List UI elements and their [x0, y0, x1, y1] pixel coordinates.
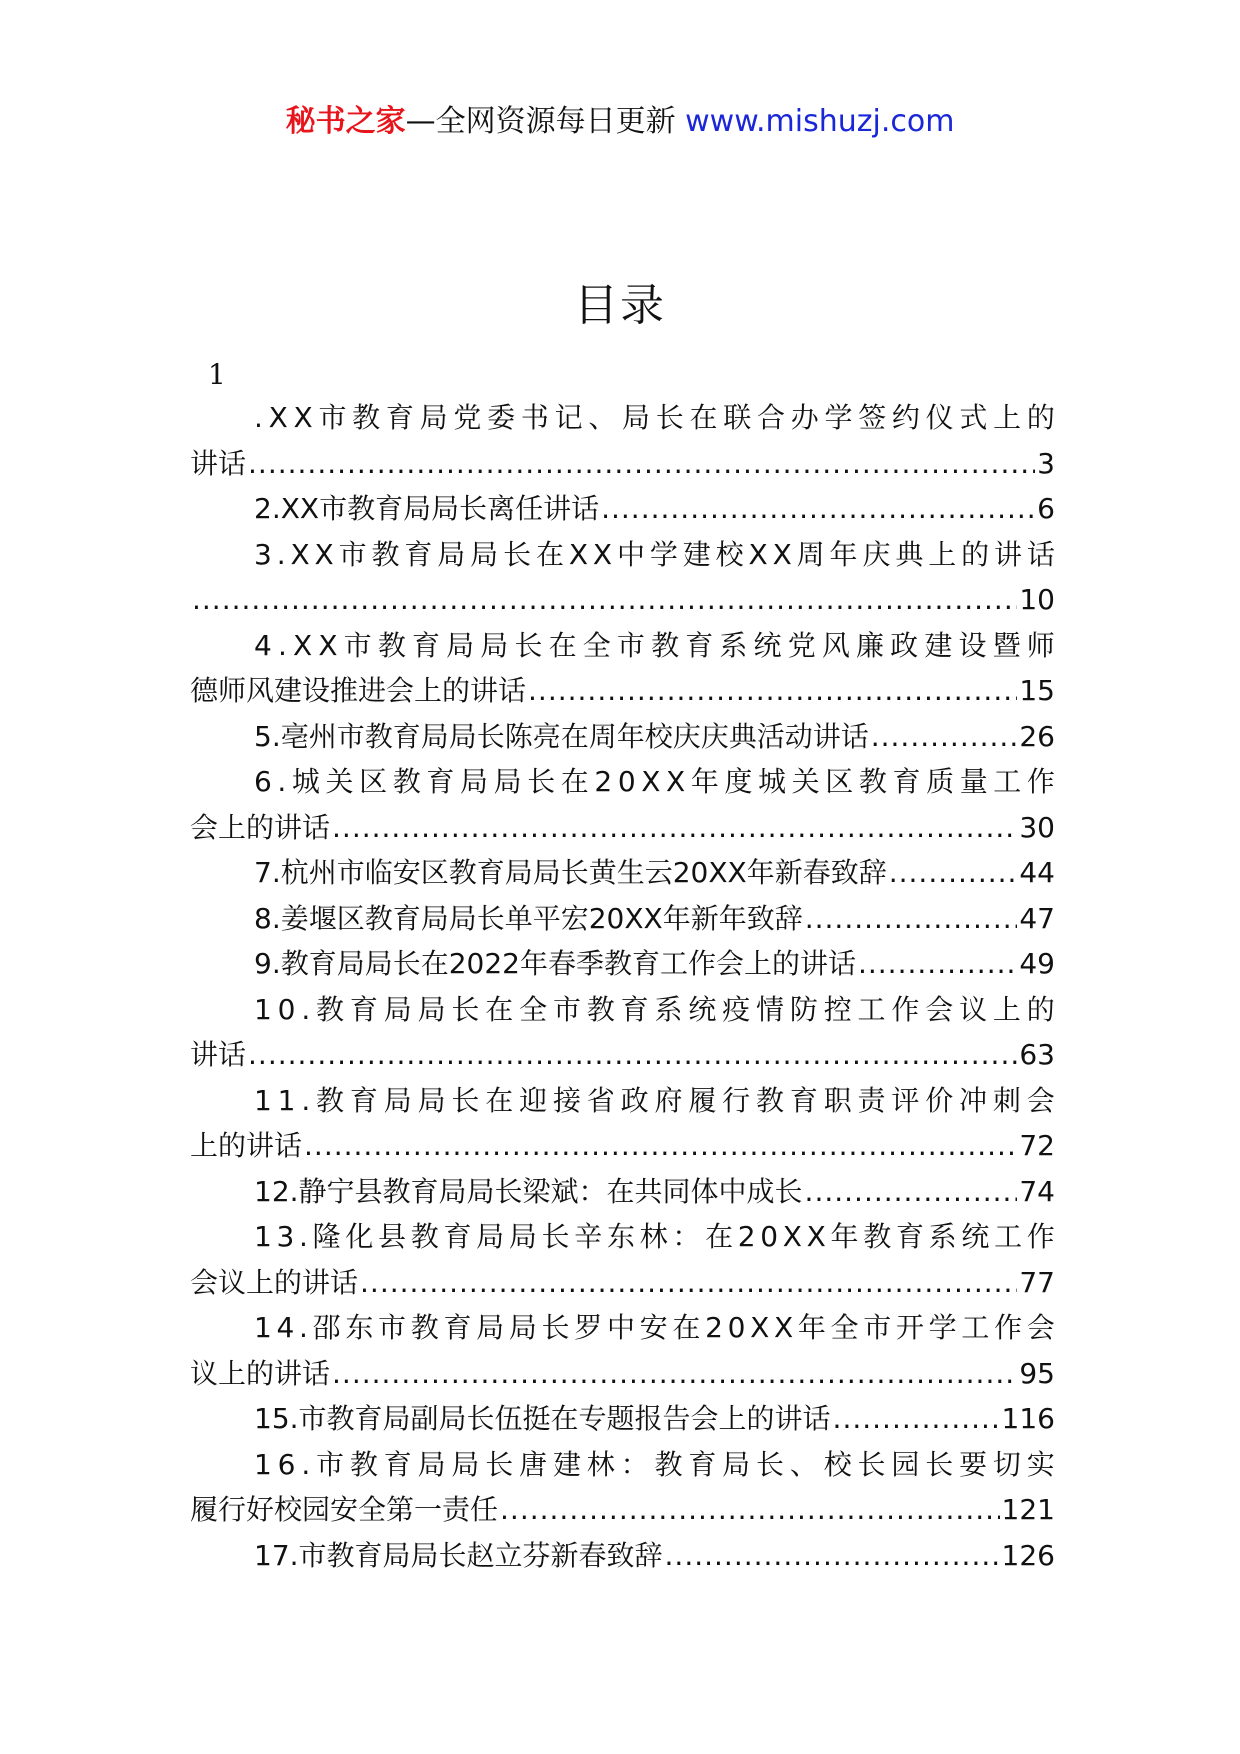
toc-leader-dots — [833, 1396, 1000, 1442]
toc-page-number: 3 — [1037, 446, 1055, 480]
toc-entry-line[interactable] — [190, 1442, 1055, 1488]
toc-entry-line[interactable] — [190, 987, 1055, 1033]
toc-entry-line[interactable] — [190, 395, 1055, 441]
toc-entry-title: 2.XX市教育局局长离任讲话 — [254, 492, 600, 525]
toc-leader-dots — [805, 896, 1018, 942]
toc-page-number: 116 — [1001, 1402, 1055, 1435]
toc-entry-title: 1 4 . 邵 东 市 教 育 局 局 长 罗 中 安 在 2 0 X X 年 全 市 开 学 工 作 会 — [254, 1311, 1055, 1344]
toc-entry-title-continued: 上的讲话 — [190, 1129, 303, 1162]
toc-entry-line[interactable] — [190, 577, 1055, 623]
toc-entry-title: 8.姜堰区教育局局长单平宏20XX年新年致辞 — [254, 901, 803, 935]
toc-entry-line[interactable] — [190, 714, 1055, 760]
toc-entry-title: 6 . 城 关 区 教 育 局 局 长 在 2 0 X X 年 度 城 关 区 教 育 质 量 工 作 — [254, 765, 1055, 798]
header-url-link[interactable]: www.mishuzj.com — [685, 104, 955, 139]
toc-leader-dots — [665, 1533, 1000, 1579]
toc-entry-title: 7.杭州市临安区教育局局长黄生云20XX年新春致辞 — [254, 856, 887, 889]
toc-page-number: 49 — [1019, 947, 1055, 980]
toc-entry-line[interactable] — [190, 941, 1055, 987]
toc-entry-line[interactable] — [190, 623, 1055, 669]
toc-entry-line[interactable] — [190, 1214, 1055, 1260]
toc-leader-dots — [248, 1032, 1017, 1078]
toc-leader-dots — [601, 486, 1035, 532]
toc-leader-dots — [889, 850, 1018, 896]
toc-leader-dots — [332, 1351, 1017, 1397]
toc-entry-title: 9.教育局局长在2022年春季教育工作会上的讲话 — [254, 947, 856, 980]
toc-entry-line[interactable] — [190, 1487, 1055, 1533]
toc-entry-line[interactable] — [190, 896, 1055, 942]
toc-page-number: 47 — [1019, 901, 1055, 935]
toc-entry-line[interactable] — [190, 1351, 1055, 1397]
toc-entry-title: 17.市教育局局长赵立芬新春致辞 — [254, 1538, 663, 1572]
toc-entry-line[interactable] — [190, 441, 1055, 487]
toc-entry-line[interactable] — [190, 805, 1055, 851]
toc-entry-title-continued: 会上的讲话 — [190, 810, 331, 844]
toc-leader-dots — [248, 441, 1035, 487]
toc-entry-line[interactable] — [190, 1260, 1055, 1306]
toc-leader-dots — [500, 1487, 1000, 1533]
toc-page-number: 30 — [1019, 810, 1055, 844]
toc-entry-line[interactable] — [190, 532, 1055, 578]
table-of-contents — [190, 355, 1055, 1578]
page-title: 目录 — [574, 280, 666, 331]
toc-entry-line[interactable] — [190, 1078, 1055, 1124]
toc-page-number: 121 — [1001, 1493, 1055, 1526]
toc-leader-dots — [871, 714, 1018, 760]
toc-leader-dots — [858, 941, 1017, 987]
toc-entry-line[interactable] — [190, 1032, 1055, 1078]
toc-leader-dots — [360, 1260, 1017, 1306]
toc-leader-dots — [805, 1169, 1018, 1215]
toc-leader-dots — [332, 805, 1017, 851]
toc-entry-title-continued: 会议上的讲话 — [190, 1265, 359, 1299]
toc-entry-title-continued: 讲话 — [190, 446, 247, 480]
toc-number: 1 — [208, 358, 226, 391]
toc-entry-line[interactable] — [190, 1396, 1055, 1442]
toc-page-number: 63 — [1019, 1038, 1055, 1071]
toc-page-number: 77 — [1019, 1265, 1055, 1299]
toc-page-number: 126 — [1001, 1538, 1055, 1572]
toc-entry-line[interactable] — [190, 1123, 1055, 1169]
header-tagline: —全网资源每日更新 — [405, 104, 676, 139]
toc-leader-dots — [304, 1123, 1017, 1169]
toc-page-number: 6 — [1037, 492, 1055, 525]
toc-leader-dots — [192, 577, 1017, 623]
toc-entry-title: 4 . X X 市 教 育 局 局 长 在 全 市 教 育 系 统 党 风 廉 政 建 设 暨 师 — [254, 628, 1055, 662]
toc-entry-title: 5.亳州市教育局局长陈亮在周年校庆庆典活动讲话 — [254, 719, 869, 753]
toc-entry-line[interactable] — [190, 1305, 1055, 1351]
toc-entry-line[interactable] — [190, 759, 1055, 805]
toc-page-number: 15 — [1019, 674, 1055, 707]
toc-leader-dots — [528, 668, 1017, 714]
toc-entry-title-continued: 德师风建设推进会上的讲话 — [190, 674, 527, 707]
toc-entry-title: 3 . X X 市 教 育 局 局 长 在 X X 中 学 建 校 X X 周 年 庆 典 上 的 讲 话 — [254, 537, 1055, 571]
brand-name: 秘书之家 — [285, 104, 406, 139]
toc-page-number: 10 — [1019, 583, 1055, 616]
toc-list — [190, 395, 1055, 1578]
toc-entry-line[interactable] — [190, 486, 1055, 532]
header-banner — [0, 102, 1240, 142]
toc-entry-title: 1 3 . 隆 化 县 教 育 局 局 长 辛 东 林 ： 在 2 0 X X 年 教 育 系 统 工 作 — [254, 1220, 1055, 1253]
toc-entry-line[interactable] — [190, 668, 1055, 714]
toc-page-number: 74 — [1019, 1174, 1055, 1208]
toc-entry-title-continued: 履行好校园安全第一责任 — [190, 1493, 499, 1526]
toc-entry-title: 15.市教育局副局长伍挺在专题报告会上的讲话 — [254, 1402, 831, 1435]
toc-entry-line[interactable] — [190, 850, 1055, 896]
toc-entry-title: 12.静宁县教育局局长梁斌：在共同体中成长 — [254, 1174, 803, 1208]
toc-entry-line[interactable] — [190, 1169, 1055, 1215]
toc-page-number: 72 — [1019, 1129, 1055, 1162]
toc-entry-title-continued: 讲话 — [190, 1038, 247, 1071]
toc-entry-line[interactable] — [190, 1533, 1055, 1579]
toc-entry-title: 1 1 . 教 育 局 局 长 在 迎 接 省 政 府 履 行 教 育 职 责 评 价 冲 刺 会 — [254, 1083, 1055, 1117]
toc-page-number: 26 — [1019, 719, 1055, 753]
toc-page-number: 44 — [1019, 856, 1055, 889]
toc-entry-title: 1 6 . 市 教 育 局 局 长 唐 建 林 ： 教 育 局 长 、 校 长 园 长 要 切 实 — [254, 1447, 1055, 1481]
toc-page-number: 95 — [1019, 1356, 1055, 1390]
toc-entry-title: 1 0 . 教 育 局 局 长 在 全 市 教 育 系 统 疫 情 防 控 工 作 会 议 上 的 — [254, 992, 1055, 1026]
toc-entry-title-continued: 议上的讲话 — [190, 1356, 331, 1390]
toc-entry-title: . X X 市 教 育 局 党 委 书 记 、 局 长 在 联 合 办 学 签 约 仪 式 上 的 — [254, 401, 1055, 434]
